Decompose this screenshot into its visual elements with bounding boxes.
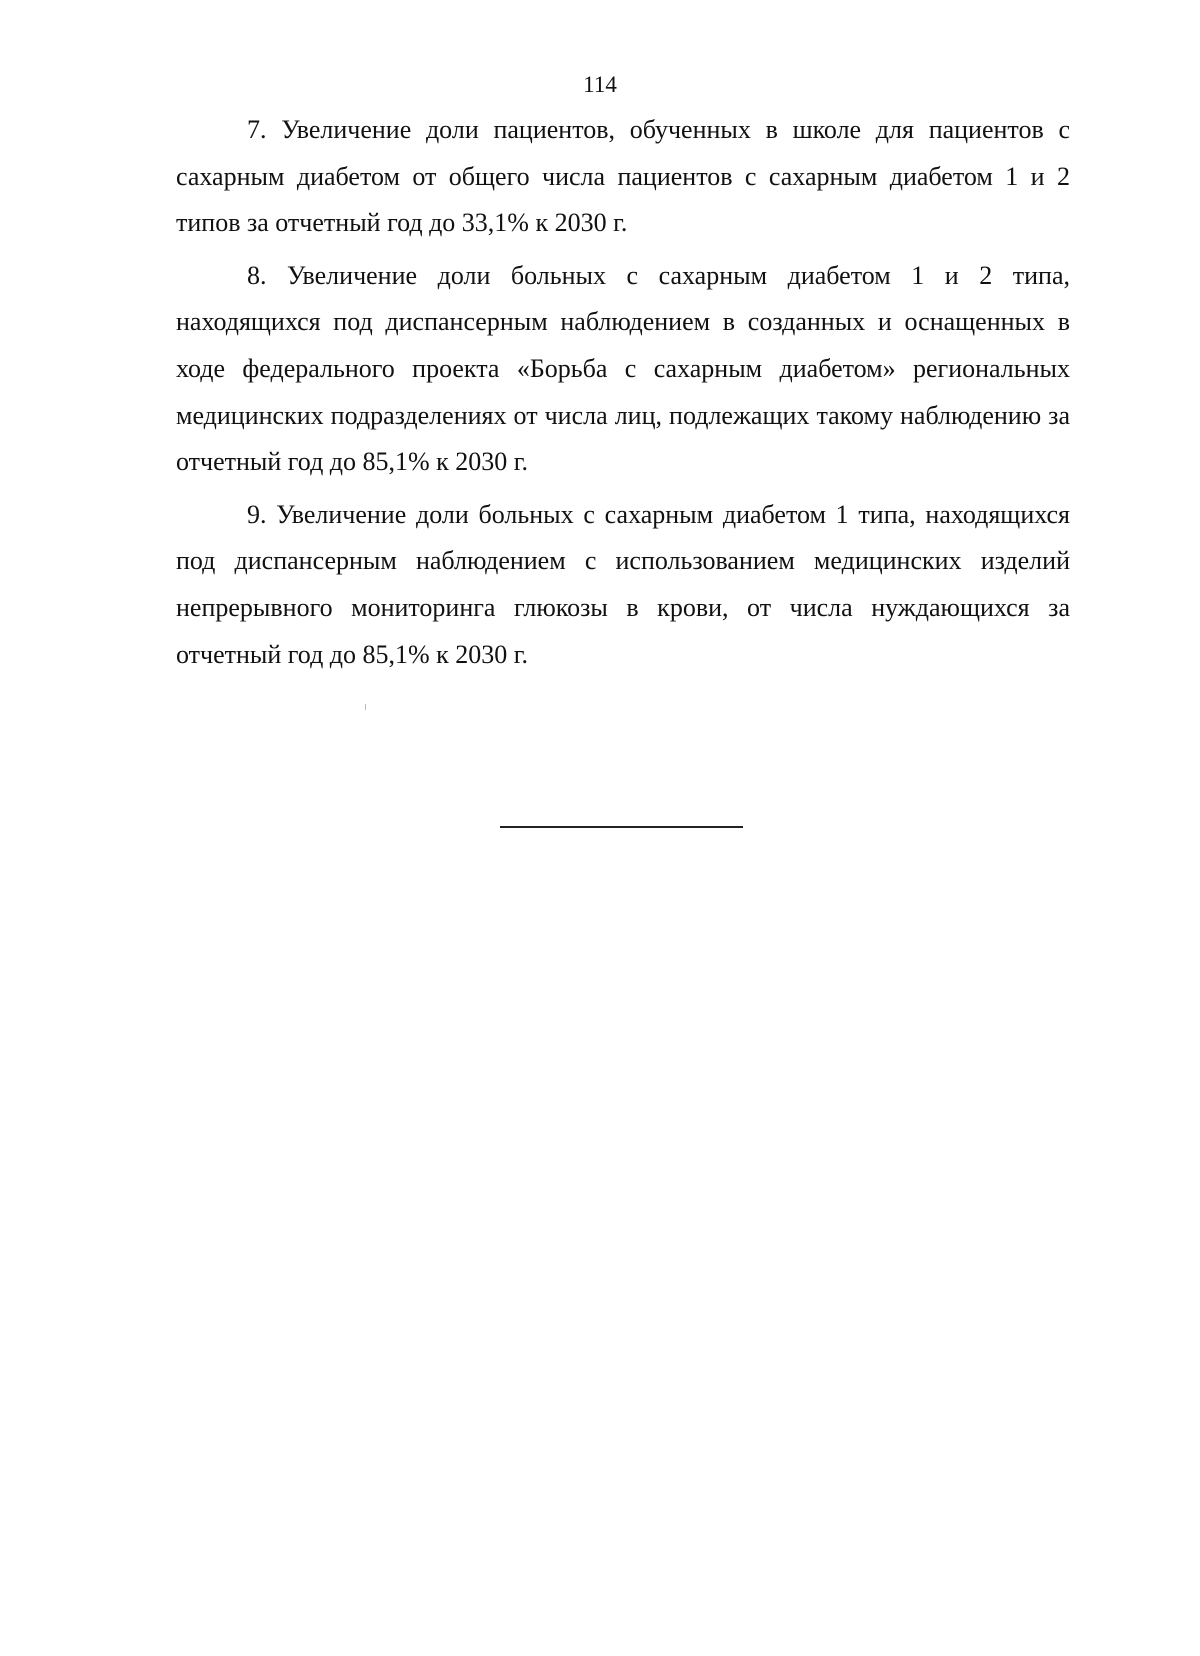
scan-artifact [365, 704, 366, 710]
paragraph-item-9: 9. Увеличение доли больных с сахарным диабетом 1 типа, находящихся под диспансерным наблюдением с использованием медицинских изделий непрерывного мониторинга глюкозы в крови, от числа нуждающихся за отчетный год до 85,1% к 2030 г. [176, 499, 1070, 669]
paragraph-item-7: 7. Увеличение доли пациентов, обученных в школе для пациентов с сахарным диабетом от общего числа пациентов с сахарным диабетом 1 и 2 типов за отчетный год до 33,1% к 2030 г. [176, 115, 1070, 238]
paragraph-item-8: 8. Увеличение доли больных с сахарным диабетом 1 и 2 типа, находящихся под диспансерным наблюдением в созданных и оснащенных в ходе федерального проекта «Борьба с сахарным диабетом» региональных медицинских подразделениях от числа лиц, подлежащих такому наблюдению за отчетный год до 85,1% к 2030 г. [176, 260, 1070, 477]
page-number: 114 [583, 72, 617, 97]
closing-divider-line [500, 826, 743, 828]
document-body [176, 107, 1070, 684]
